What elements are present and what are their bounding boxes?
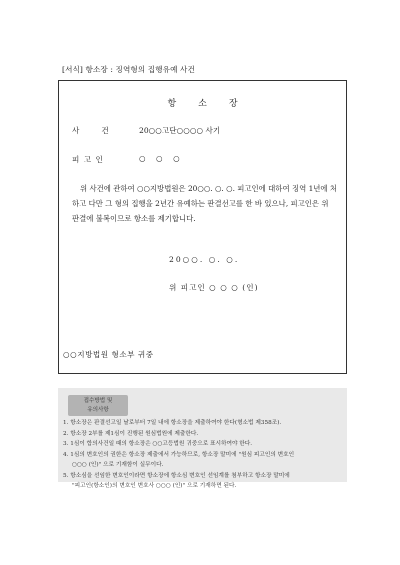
filing-date: 20○○. ○. ○. [169,255,240,264]
notes-list [63,418,343,492]
defendant-value: ○ ○ ○ [139,154,184,163]
appeal-body-text: 위 사건에 관하여 ○○지방법원은 20○○. ○. ○. 피고인에 대하여 징역 1년에 처하고 다만 그 형의 집행을 2년간 유예하는 판결선고를 한 바 있으나, 피고인은 위 판결에 불복이므로 항소를 제기합니다. [72,184,338,223]
note-line: 2. 항소장 2부를 제1심이 진행된 원심법원에 제출한다. [63,430,199,437]
note-line: 1. 항소장은 판결선고일 날로부터 7일 내에 항소장을 제출하여야 한다(형소법 제358조). [63,420,282,426]
note-line-continued: ○○○ (인)" 으로 기재함이 실무이다. [72,462,164,468]
court-addressee: ○○지방법원 형소부 귀중 [63,350,154,359]
note-line: 5. 항소심을 선임한 변호인이라면 항소장에 항소심 변호인 선임계를 첨부하고 항소장 말미에 [63,472,290,479]
document-heading: 항소장 [167,99,260,109]
note-item [63,429,343,440]
notes-tag [68,395,128,416]
note-item [63,439,343,450]
notes-tag-line2: 유의사항 [87,407,109,413]
note-line: 4. 1심의 변호인의 권한은 항소장 제출에서 가능하므로, 항소장 말미에 "원심 피고인의 변호인 [63,451,295,458]
defendant-label: 피 고 인 [72,155,104,164]
note-item [63,418,343,429]
note-item [63,450,343,471]
case-value: 20○○고단○○○○ 사기 [139,126,221,135]
form-title: [서식] 항소장 : 징역형의 집행유예 사건 [62,65,195,74]
case-label: 사건 [72,126,131,135]
appeal-form-box [58,80,347,374]
note-line-continued: "피고인(항소인)의 변호인 변호사 ○○○ (인)" 으로 기재하면 된다. [72,483,237,489]
notes-tag-line1: 접수방법 및 [83,398,113,404]
signer-line: 위 피고인 ○ ○ ○ (인) [169,283,259,292]
note-item [63,471,343,492]
notes-box [58,388,347,489]
note-line: 3. 1심이 합의사건일 때의 항소장은 ○○고등법원 귀중으로 표시하여야 한다. [63,441,253,447]
